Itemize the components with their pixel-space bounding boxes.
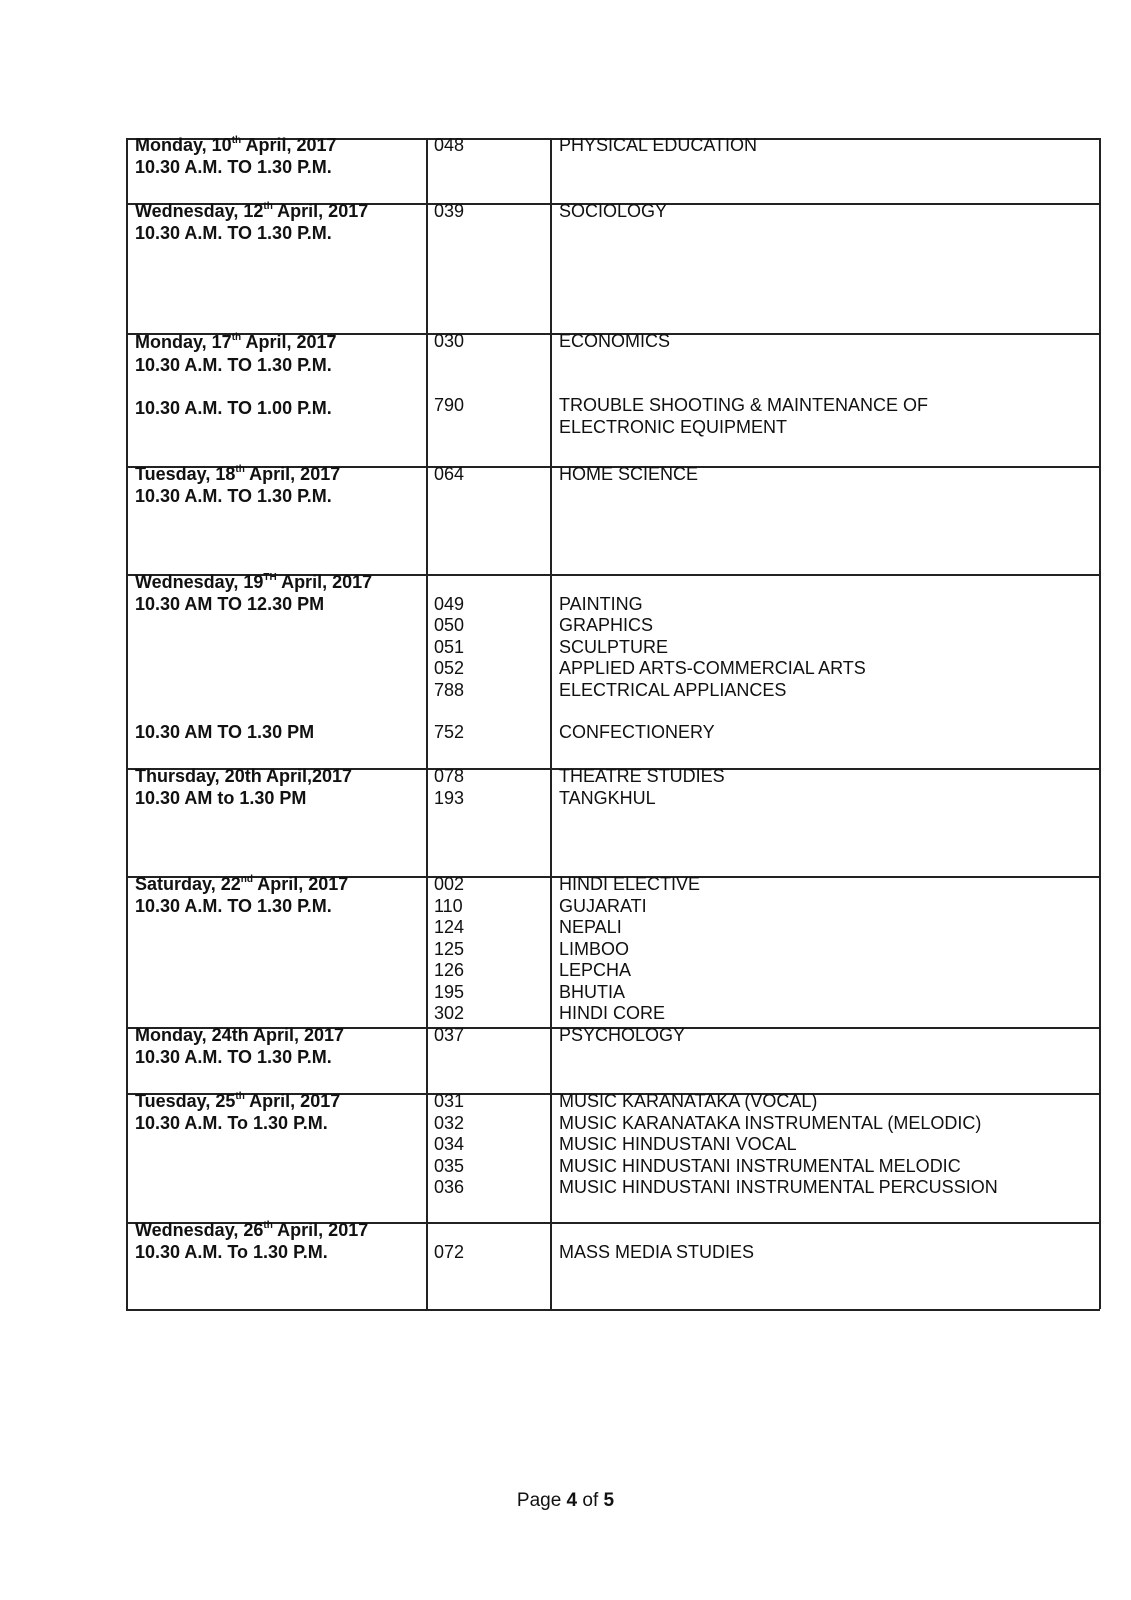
subject-name: LEPCHA: [559, 960, 632, 980]
current-page-number: 4: [566, 1490, 578, 1511]
subject-code: 050: [434, 615, 465, 635]
date-month-year: April, 2017: [272, 201, 369, 221]
exam-date: [135, 1219, 368, 1241]
date-day: Wednesday, 26: [135, 1220, 264, 1240]
subject-name: TROUBLE SHOOTING & MAINTENANCE OF: [559, 395, 929, 415]
date-month-year: April, 2017: [276, 572, 373, 592]
exam-time: 10.30 A.M. TO 1.30 P.M.: [135, 157, 332, 177]
exam-time: 10.30 A.M. To 1.30 P.M.: [135, 1113, 328, 1133]
date-day: Tuesday, 25: [135, 1091, 236, 1111]
date-day: Monday, 17: [135, 332, 232, 352]
subject-name: SOCIOLOGY: [559, 201, 668, 221]
table-row-border: [126, 1309, 1100, 1311]
subject-code: 031: [434, 1091, 465, 1111]
subject-name: PSYCHOLOGY: [559, 1025, 686, 1045]
subject-name: MUSIC HINDUSTANI VOCAL: [559, 1134, 797, 1154]
date-day: Thursday, 20th April,2017: [135, 766, 353, 786]
subject-name: ECONOMICS: [559, 331, 671, 351]
subject-code: 790: [434, 395, 465, 415]
page-of-label: of: [577, 1490, 604, 1511]
subject-code: 078: [434, 766, 465, 786]
date-day: Saturday, 22: [135, 874, 241, 894]
subject-name: PHYSICAL EDUCATION: [559, 135, 758, 155]
date-ordinal-suffix: th: [235, 464, 245, 475]
subject-name: MUSIC KARANATAKA (VOCAL): [559, 1091, 818, 1111]
exam-date: [135, 200, 368, 222]
subject-name: MUSIC HINDUSTANI INSTRUMENTAL PERCUSSION: [559, 1177, 998, 1197]
date-month-year: April, 2017: [241, 332, 337, 352]
date-day: Wednesday, 19: [135, 572, 264, 592]
subject-code: 032: [434, 1113, 465, 1133]
subject-name: CONFECTIONERY: [559, 722, 715, 742]
subject-code: 193: [434, 788, 465, 808]
subject-code: 051: [434, 637, 465, 657]
subject-name: TANGKHUL: [559, 788, 656, 808]
date-day: Tuesday, 18: [135, 464, 236, 484]
subject-name: SCULPTURE: [559, 637, 669, 657]
subject-code: 126: [434, 960, 465, 980]
page-footer: [0, 1490, 1131, 1512]
subject-code: 035: [434, 1156, 465, 1176]
subject-code: 002: [434, 874, 465, 894]
subject-name: HINDI CORE: [559, 1003, 666, 1023]
exam-date: [135, 765, 352, 787]
exam-time: 10.30 A.M. To 1.30 P.M.: [135, 1242, 328, 1262]
table-column-border: [126, 138, 128, 1309]
subject-code: 049: [434, 594, 465, 614]
exam-time: 10.30 A.M. TO 1.30 P.M.: [135, 1047, 332, 1067]
date-month-year: April, 2017: [244, 1091, 341, 1111]
date-ordinal-suffix: th: [235, 1091, 245, 1102]
subject-code: 195: [434, 982, 465, 1002]
subject-name: PAINTING: [559, 594, 643, 614]
total-pages-number: 5: [603, 1490, 615, 1511]
subject-code: 034: [434, 1134, 465, 1154]
table-column-border: [550, 138, 552, 1309]
exam-date: [135, 1090, 340, 1112]
subject-name: THEATRE STUDIES: [559, 766, 725, 786]
date-ordinal-suffix: th: [263, 1220, 273, 1231]
date-day: Monday, 24th April, 2017: [135, 1025, 345, 1045]
exam-schedule-table: [126, 135, 1100, 1336]
exam-date: [135, 873, 348, 895]
exam-time: 10.30 A.M. TO 1.30 P.M.: [135, 896, 332, 916]
subject-name: ELECTRONIC EQUIPMENT: [559, 417, 788, 437]
subject-name: HOME SCIENCE: [559, 464, 699, 484]
date-ordinal-suffix: nd: [240, 874, 253, 885]
subject-code: 052: [434, 658, 465, 678]
exam-time: 10.30 A.M. TO 1.30 P.M.: [135, 486, 332, 506]
table-column-border: [426, 138, 428, 1309]
subject-code: 030: [434, 331, 465, 351]
exam-date: [135, 463, 340, 485]
subject-code: 124: [434, 917, 465, 937]
subject-name: MUSIC KARANATAKA INSTRUMENTAL (MELODIC): [559, 1113, 982, 1133]
exam-date: [135, 331, 337, 353]
date-ordinal-suffix: th: [231, 332, 242, 343]
table-column-border: [1099, 138, 1101, 1309]
subject-code: 302: [434, 1003, 465, 1023]
subject-name: GUJARATI: [559, 896, 647, 916]
date-month-year: April, 2017: [244, 464, 341, 484]
subject-name: HINDI ELECTIVE: [559, 874, 701, 894]
subject-code: 110: [434, 896, 463, 916]
date-ordinal-suffix: th: [231, 135, 242, 146]
subject-name: APPLIED ARTS-COMMERCIAL ARTS: [559, 658, 866, 678]
subject-name: MUSIC HINDUSTANI INSTRUMENTAL MELODIC: [559, 1156, 961, 1176]
date-day: Wednesday, 12: [135, 201, 264, 221]
exam-date: [135, 134, 337, 156]
exam-time: 10.30 A.M. TO 1.30 P.M.: [135, 355, 332, 375]
exam-time: 10.30 AM to 1.30 PM: [135, 788, 307, 808]
subject-code: 072: [434, 1242, 465, 1262]
date-month-year: April, 2017: [272, 1220, 369, 1240]
subject-name: ELECTRICAL APPLIANCES: [559, 680, 787, 700]
subject-code: 039: [434, 201, 465, 221]
subject-code: 048: [434, 135, 465, 155]
date-month-year: April, 2017: [252, 874, 349, 894]
date-month-year: April, 2017: [241, 135, 337, 155]
subject-code: 752: [434, 722, 465, 742]
subject-code: 064: [434, 464, 465, 484]
subject-name: MASS MEDIA STUDIES: [559, 1242, 755, 1262]
page-label: Page: [516, 1490, 567, 1511]
subject-code: 036: [434, 1177, 465, 1197]
exam-time: 10.30 AM TO 1.30 PM: [135, 722, 315, 742]
date-day: Monday, 10: [135, 135, 232, 155]
exam-date: [135, 1024, 344, 1046]
exam-time: 10.30 AM TO 12.30 PM: [135, 594, 325, 614]
subject-name: LIMBOO: [559, 939, 630, 959]
subject-name: BHUTIA: [559, 982, 626, 1002]
date-ordinal-suffix: TH: [263, 572, 277, 583]
subject-name: NEPALI: [559, 917, 622, 937]
subject-code: 037: [434, 1025, 465, 1045]
subject-code: 788: [434, 680, 465, 700]
exam-time: 10.30 A.M. TO 1.30 P.M.: [135, 223, 332, 243]
exam-time: 10.30 A.M. TO 1.00 P.M.: [135, 398, 332, 418]
exam-date: [135, 571, 372, 593]
subject-name: GRAPHICS: [559, 615, 654, 635]
subject-code: 125: [434, 939, 465, 959]
date-ordinal-suffix: th: [263, 201, 273, 212]
